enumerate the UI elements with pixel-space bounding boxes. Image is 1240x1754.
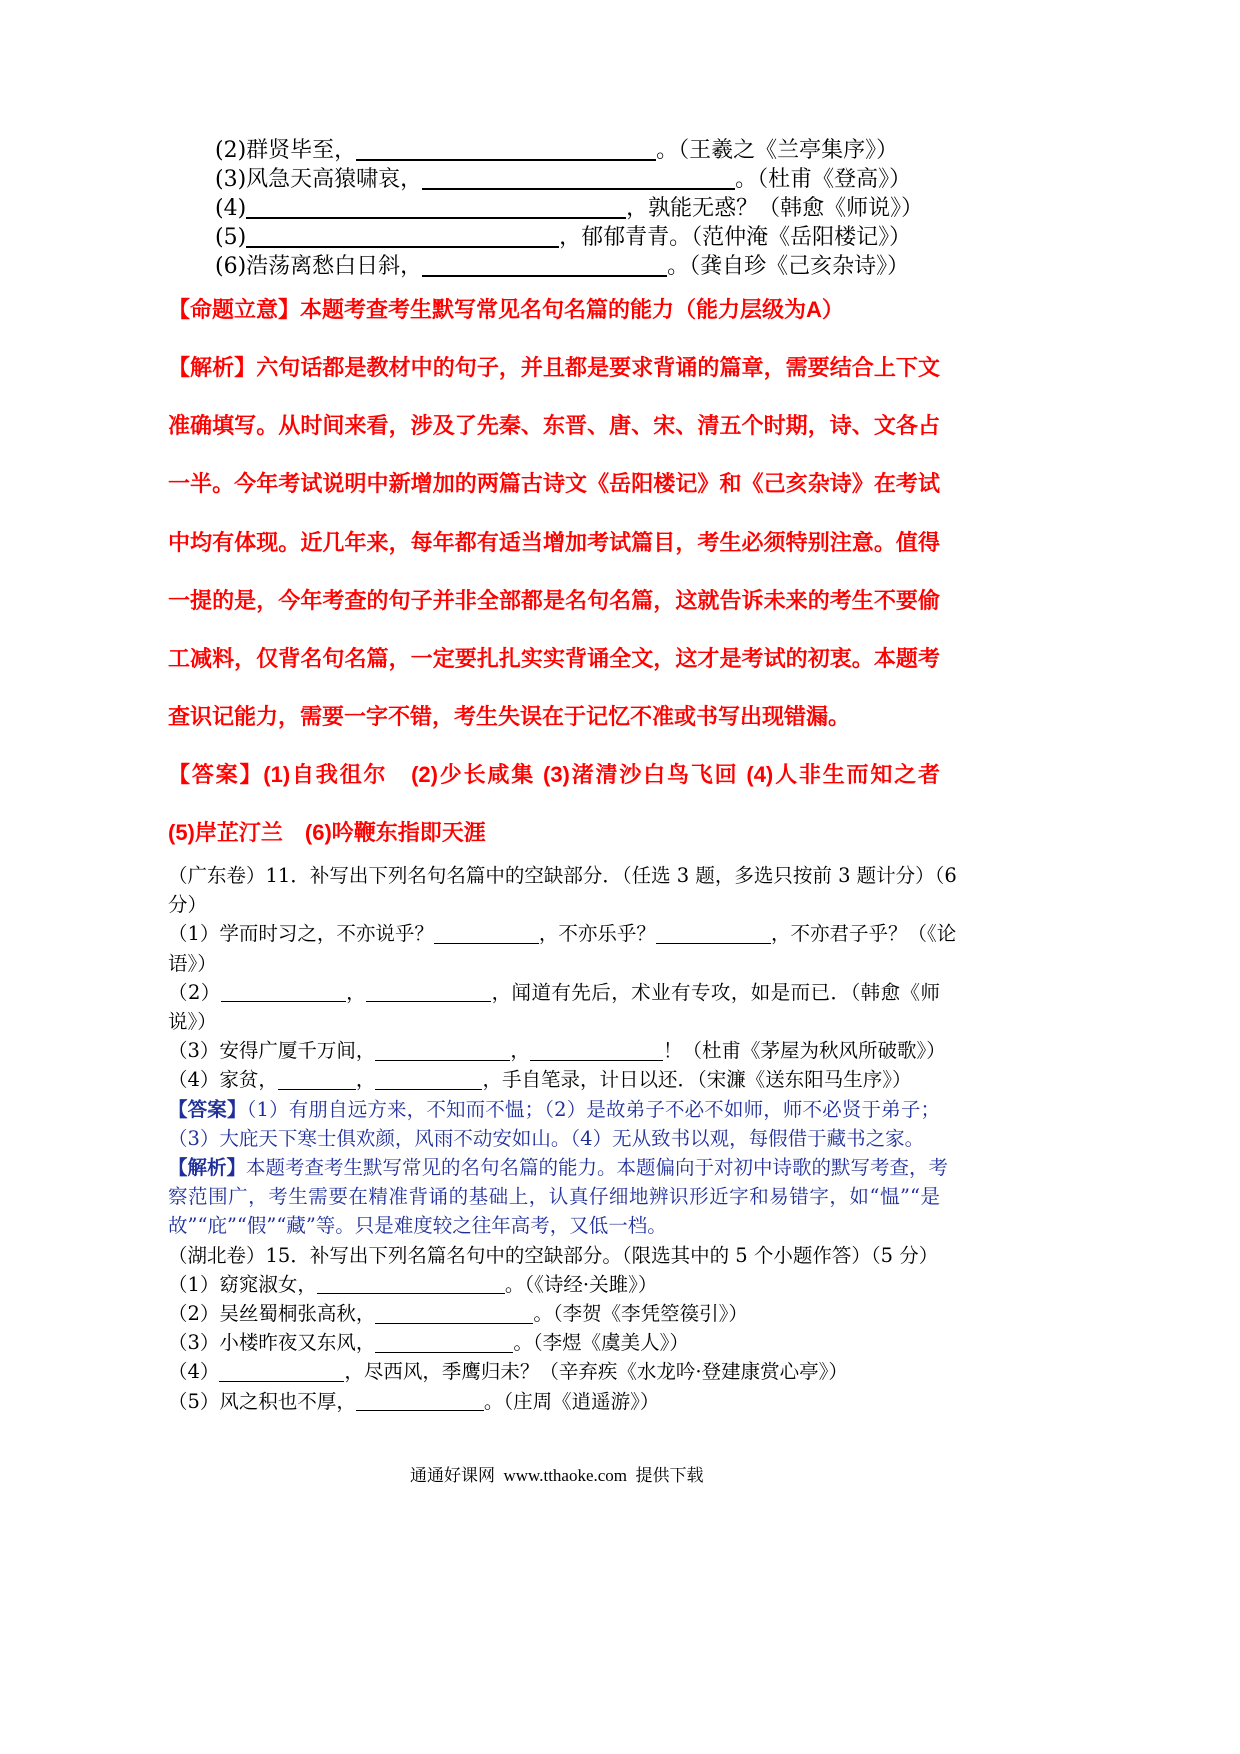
question-text: （2） [168,980,221,1004]
analysis-line: 一半。今年考试说明中新增加的两篇古诗文《岳阳楼记》和《己亥杂诗》在考试 [168,471,940,497]
answer-text: （1）有朋自远方来，不知而不愠；（2）是故弟子不必不如师，师不必贤于弟子； [246,1097,940,1121]
question-line [168,1065,946,1094]
question-text: (4) [215,196,247,221]
question-line-cont: 语》） [168,951,217,975]
fill-in-question-list [215,136,923,281]
question-text: （1）学而时习之，不亦说乎？ [168,922,434,946]
guangdong-answer-line: （3）大庇天下寒士俱欢颜，风雨不动安如山。（4）无从致书以观，每假借于藏书之家。 [168,1126,925,1150]
answer-blank [656,923,771,944]
question-source: 。（庄周《逍遥游》） [483,1389,660,1413]
question-source: 。（李贺《李凭箜篌引》） [533,1302,748,1326]
question-source: ！（杜甫《茅屋为秋风所破歌》） [662,1039,946,1063]
question-text: （4） [168,1360,220,1384]
question-source: 。（杜甫《登高》） [735,167,912,192]
question-text: ， [345,980,367,1004]
answer-text: (1)自我徂尔 (2)少长咸集 (3)渚清沙白鸟飞回 (4)人非生而知之者 [263,762,940,787]
question-text: （1）窈窕淑女， [168,1272,317,1296]
question-line-cont: 说》） [168,1010,217,1034]
question-text: （3）安得广厦千万间， [168,1039,376,1063]
answer-blank [375,1040,510,1061]
question-text: (6)浩荡离愁白日斜， [215,254,423,279]
analysis-paragraph [168,339,940,746]
question-source: ，尽西风，季鹰归未？（辛弃疾《水龙吟·登建康赏心亭》） [344,1360,848,1384]
question-line [168,1270,946,1299]
question-text: （3）小楼昨夜又东风， [168,1331,376,1355]
question-line [168,919,957,948]
answer-blank [317,1274,505,1295]
question-source: 。（王羲之《兰亭集序》） [656,138,899,163]
analysis-line: 工减料，仅背名句名篇，一定要扎扎实实背诵全文，这才是考试的初衷。本题考 [168,646,940,672]
answer-blank [434,923,539,944]
question-line [215,194,923,223]
hubei-header: （湖北卷）15．补写出下列名篇名句中的空缺部分。（限选其中的 5 个小题作答）（5 分） [168,1243,939,1267]
guangdong-header-cont: 分） [168,893,208,917]
analysis-line: 一提的是，今年考查的句子并非全部都是名句名篇，这就告诉未来的考生不要偷 [168,587,940,613]
question-line [168,1036,946,1065]
question-source: 。（李煜《虞美人》） [513,1331,689,1355]
question-text: ，不亦乐乎？ [538,922,656,946]
guangdong-analysis-line: 故”“庇”“假”“藏”等。只是难度较之往年高考，又低一档。 [168,1214,667,1238]
page-footer: 通通好课网 www.tthaoke.com 提供下载 [410,1466,704,1485]
question-text: ， [510,1039,530,1063]
answer-line: (5)岸芷汀兰 (6)吟鞭东指即天涯 [168,820,486,845]
question-line [168,1299,946,1328]
answer-blank [246,224,559,248]
answer-blank [375,1069,482,1090]
question-purpose [168,295,844,324]
question-source: ，孰能无惑？（韩愈《师说》） [626,196,924,221]
answer-blank [422,166,735,190]
question-line [215,136,923,165]
question-line [215,165,923,194]
question-line [168,1387,946,1416]
question-text: （2）吴丝蜀桐张高秋， [168,1302,376,1326]
question-line [168,978,940,1007]
answer-blank [278,1069,356,1090]
answer-blank [375,1303,533,1324]
question-text: （4）家贫， [168,1068,278,1092]
analysis-label: 【解析】 [168,1156,247,1180]
guangdong-answer-line [168,1095,940,1124]
question-line [215,223,923,252]
analysis-line: 中均有体现。近几年来，每年都有适当增加考试篇目，考生必须特别注意。值得 [168,529,940,555]
answer-blank [422,253,667,277]
guangdong-analysis-line: 察范围广，考生需要在精准背诵的基础上，认真仔细地辨识形近字和易错字，如“愠”“是 [168,1185,940,1209]
answer-blank [219,1361,344,1382]
guangdong-analysis-line [168,1153,949,1182]
question-source: ，手自笔录，计日以还．（宋濂《送东阳马生序》） [482,1068,912,1092]
purpose-text: 本题考查考生默写常见名句名篇的能力（能力层级为A） [300,297,844,322]
question-line [168,1328,946,1357]
answer-blank [366,982,491,1003]
analysis-line: 查识记能力，需要一字不错，考生失误在于记忆不准或书写出现错漏。 [168,704,851,730]
analysis-text: 六句话都是教材中的句子，并且都是要求背诵的篇章，需要结合上下文 [256,355,940,380]
answer-blank [375,1332,513,1353]
analysis-text: 本题考查考生默写常见的名句名篇的能力。本题偏向于对初中诗歌的默写考查，考 [246,1156,949,1180]
answer-label: 【答案】 [168,1097,247,1121]
question-line [168,1357,946,1386]
exam-questions [168,861,957,1416]
question-text: (5) [215,225,247,250]
analysis-line: 准确填写。从时间来看，涉及了先秦、东晋、唐、宋、清五个时期，诗、文各占 [168,413,940,439]
answer-label: 【答案】 [168,762,264,787]
question-source: ，闻道有先后，术业有专攻，如是而已．（韩愈《师 [491,980,940,1004]
question-source: 。（《诗经·关雎》） [504,1272,658,1296]
analysis-label: 【解析】 [168,355,257,380]
question-text: (3)风急天高猿啸哀， [215,167,423,192]
answer-paragraph [168,746,940,862]
purpose-label: 【命题立意】 [168,297,301,322]
question-line [215,252,923,281]
analysis-line [168,339,940,397]
question-source: 。（龚自珍《己亥杂诗》） [667,254,910,279]
question-text: (2)群贤毕至， [215,138,357,163]
answer-blank [356,1391,484,1412]
question-source: ，不亦君子乎？（《论 [770,922,957,946]
answer-line [168,746,940,804]
question-text: ， [355,1068,376,1092]
guangdong-header: （广东卷）11．补写出下列名句名篇中的空缺部分．（任选 3 题，多选只按前 3 题计分）（6 [168,864,957,887]
answer-blank [356,137,656,161]
answer-blank [221,982,346,1003]
question-text: （5）风之积也不厚， [168,1389,356,1413]
answer-blank [530,1040,663,1061]
question-source: ，郁郁青青。（范仲淹《岳阳楼记》） [559,225,912,250]
answer-blank [246,195,626,219]
